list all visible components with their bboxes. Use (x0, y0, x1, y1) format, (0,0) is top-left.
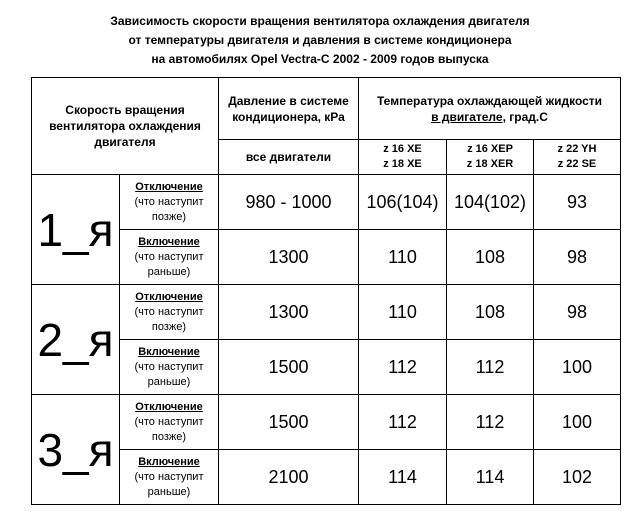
temp-value: 114 (447, 450, 534, 505)
mode-on-cell: Включение (что наступит раньше) (120, 340, 219, 395)
pressure-value: 1500 (219, 395, 359, 450)
temp-header-underlined: в двигателе (431, 109, 503, 124)
temp-value: 98 (534, 230, 621, 285)
speed-3-off-row (32, 395, 621, 450)
all-engines-header: все двигатели (219, 140, 359, 175)
temp-value: 112 (447, 395, 534, 450)
document-title (0, 12, 640, 69)
header-row-1 (32, 78, 621, 140)
engine-group-1-header: z 16 XE z 18 XE (359, 140, 447, 175)
temp-value: 100 (534, 395, 621, 450)
temp-value: 93 (534, 175, 621, 230)
temp-value: 110 (359, 285, 447, 340)
speed-1-on-row (32, 230, 621, 285)
speed-3-label: 3_я (32, 395, 120, 505)
temp-value: 104(102) (447, 175, 534, 230)
title-line-1: Зависимость скорости вращения вентилятора охлаждения двигателя (110, 14, 530, 28)
mode-on-cell: Включение (что наступит раньше) (120, 450, 219, 505)
pressure-value: 1300 (219, 285, 359, 340)
temp-value: 112 (447, 340, 534, 395)
title-line-3: на автомобилях Opel Vectra-C 2002 - 2009 годов выпуска (151, 52, 489, 66)
speed-header: Скорость вращения вентилятора охлаждения двигателя (32, 78, 219, 175)
engine-group-3-header: z 22 YH z 22 SE (534, 140, 621, 175)
title-line-2: от температуры двигателя и давления в системе кондиционера (128, 33, 512, 47)
pressure-value: 1300 (219, 230, 359, 285)
coolant-temp-header: Температура охлаждающей жидкости в двигателе, град.С (359, 78, 621, 140)
speed-2-off-row (32, 285, 621, 340)
temp-value: 108 (447, 285, 534, 340)
temp-value: 110 (359, 230, 447, 285)
temp-value: 102 (534, 450, 621, 505)
speed-3-on-row (32, 450, 621, 505)
mode-off-cell: Отключение (что наступит позже) (120, 175, 219, 230)
mode-off-cell: Отключение (что наступит позже) (120, 395, 219, 450)
speed-2-label: 2_я (32, 285, 120, 395)
temp-value: 108 (447, 230, 534, 285)
speed-2-on-row (32, 340, 621, 395)
pressure-value: 1500 (219, 340, 359, 395)
speed-1-label: 1_я (32, 175, 120, 285)
temp-value: 106(104) (359, 175, 447, 230)
mode-on-cell: Включение (что наступит раньше) (120, 230, 219, 285)
pressure-value: 2100 (219, 450, 359, 505)
temp-value: 98 (534, 285, 621, 340)
mode-off-cell: Отключение (что наступит позже) (120, 285, 219, 340)
temp-value: 100 (534, 340, 621, 395)
pressure-value: 980 - 1000 (219, 175, 359, 230)
temp-value: 112 (359, 395, 447, 450)
pressure-header: Давление в системе кондиционера, кРа (219, 78, 359, 140)
temp-value: 112 (359, 340, 447, 395)
engine-group-2-header: z 16 XEP z 18 XER (447, 140, 534, 175)
temp-value: 114 (359, 450, 447, 505)
fan-speed-table (31, 77, 621, 505)
speed-1-off-row (32, 175, 621, 230)
